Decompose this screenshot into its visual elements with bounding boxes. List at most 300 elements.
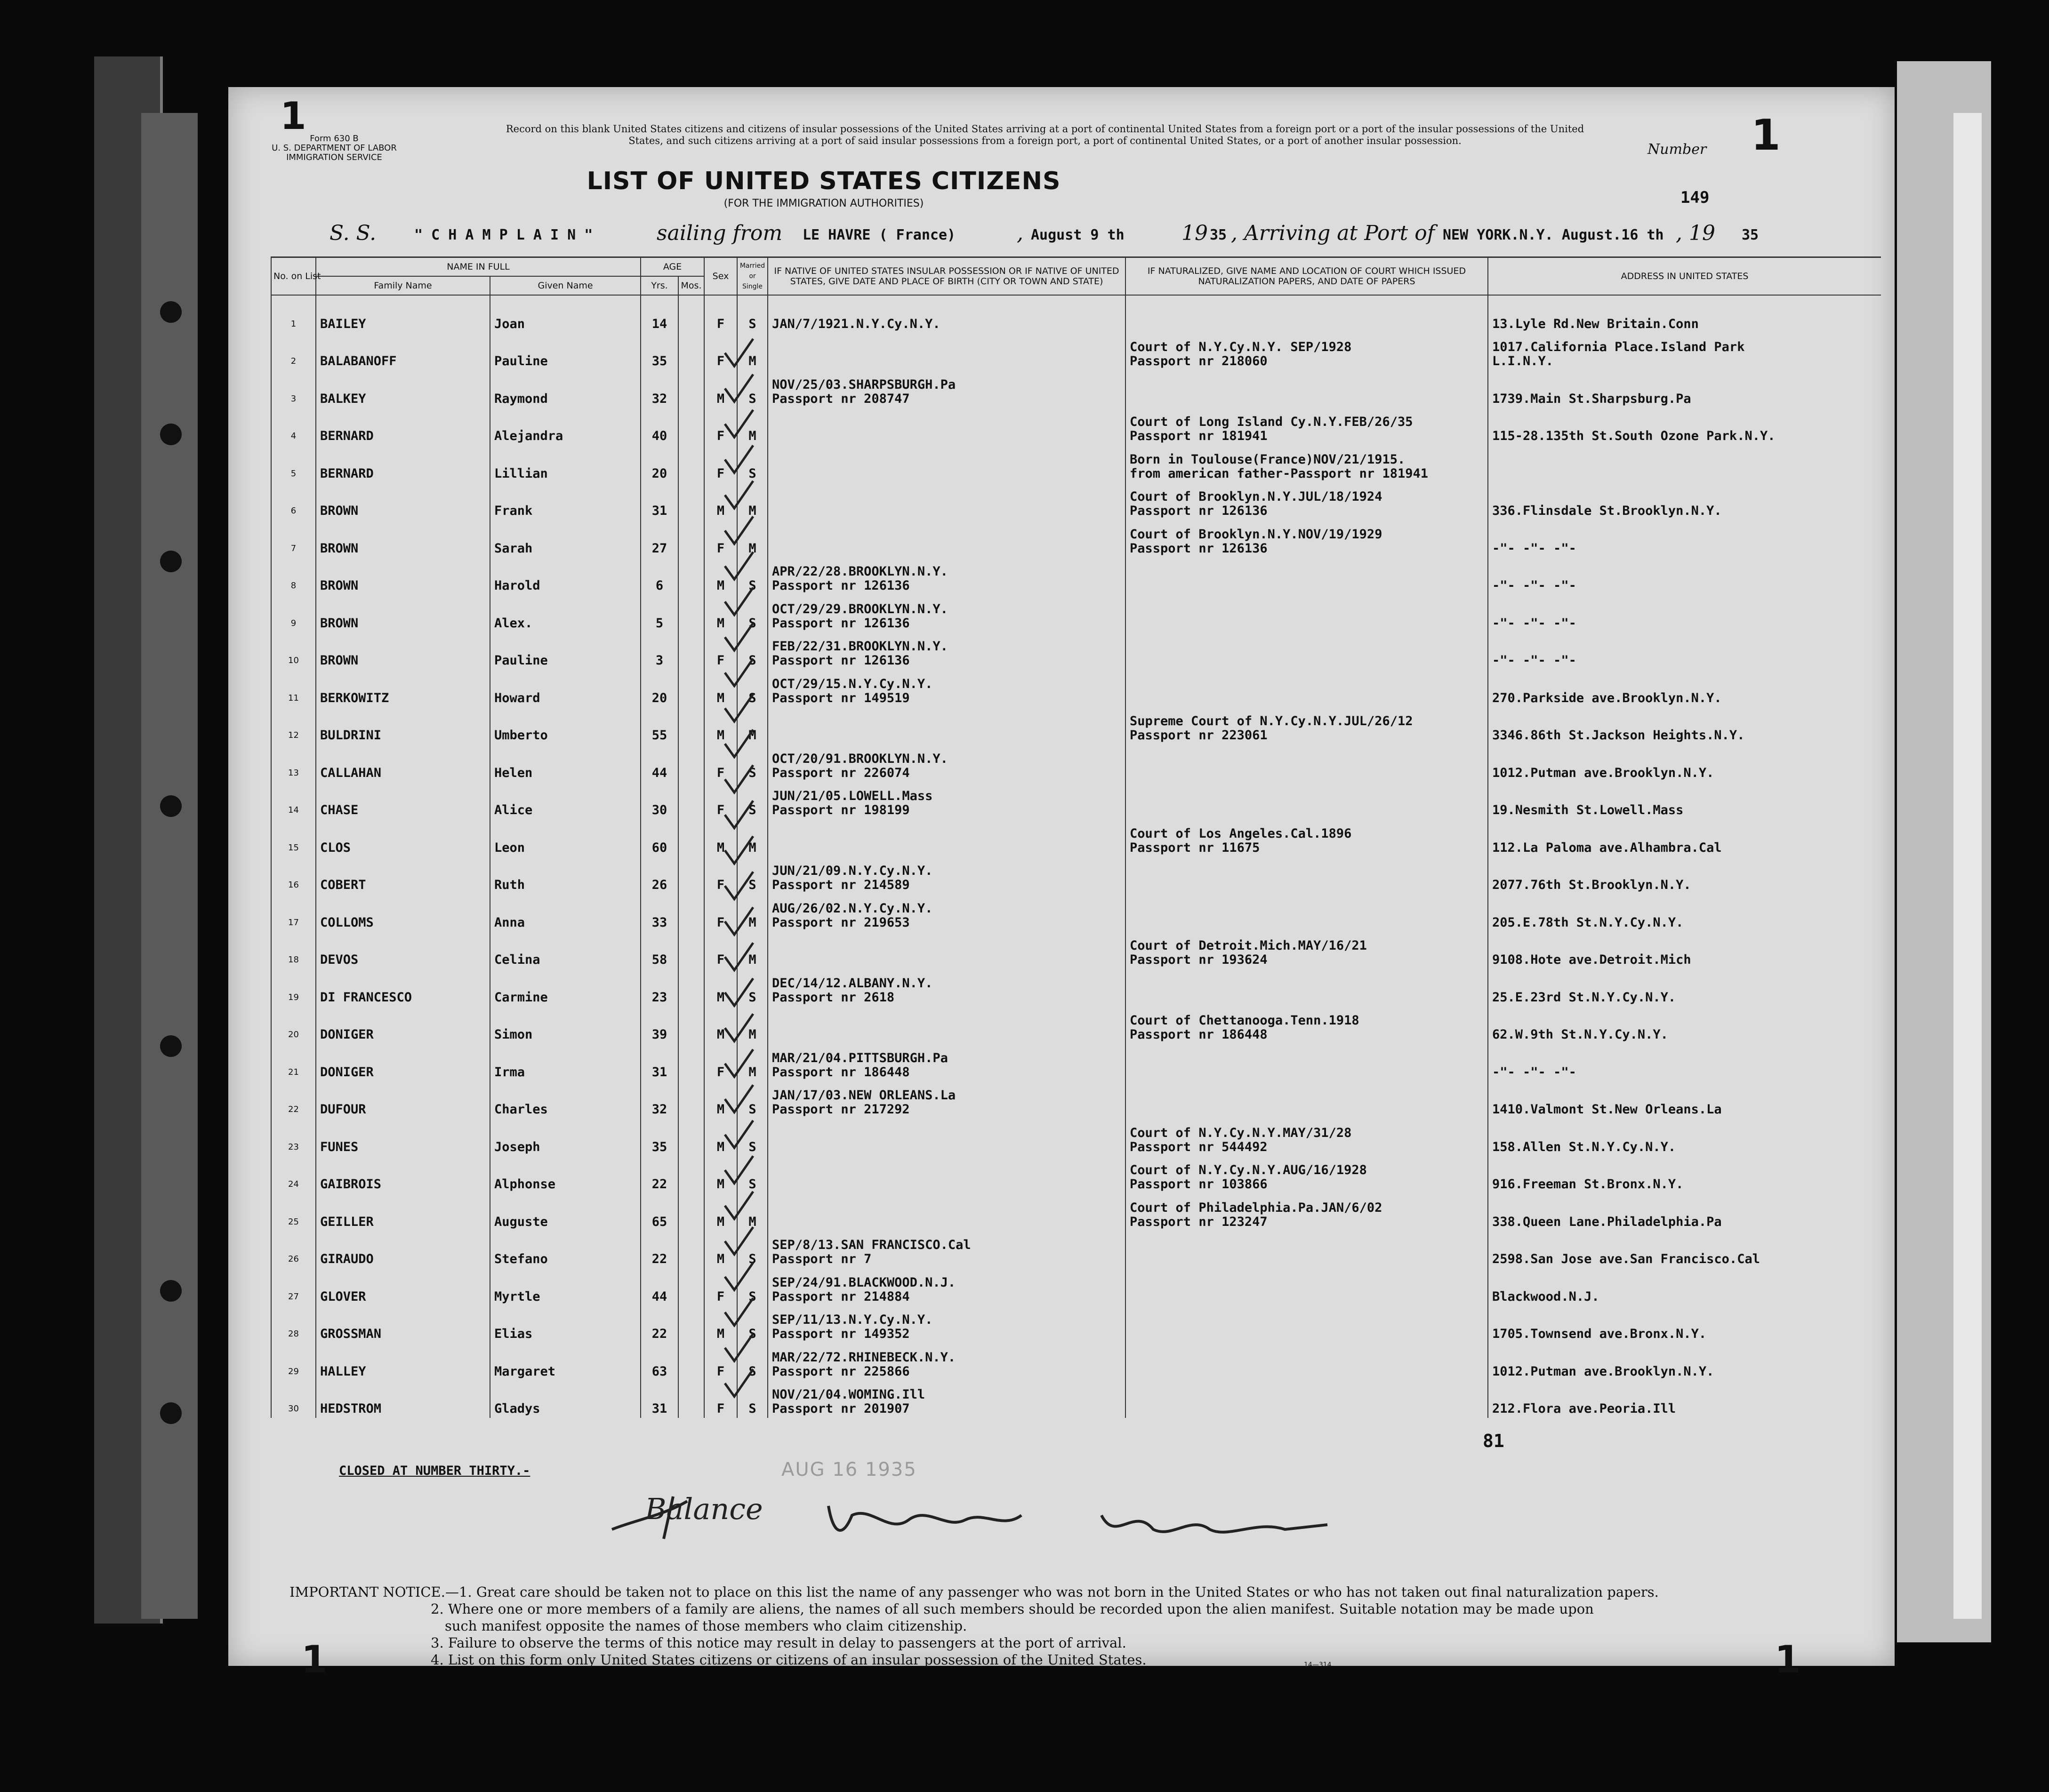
- sex: M: [716, 728, 725, 743]
- naturalization-info-line2: Passport nr 11675: [1130, 840, 1260, 855]
- from-port: LE HAVRE ( France): [803, 227, 956, 243]
- family-name-cell: [316, 1044, 490, 1081]
- marital-status: S: [748, 316, 756, 331]
- naturalization-info-line2: Passport nr 126136: [1130, 541, 1268, 556]
- address-cell: [1488, 819, 1881, 857]
- row-number: 8: [290, 581, 297, 591]
- family-name: GEILLER: [320, 1214, 374, 1229]
- marital-status: M: [748, 1027, 756, 1042]
- row-number-cell: [271, 333, 316, 371]
- birth-info-line2: Passport nr 126136: [772, 578, 910, 593]
- naturalization-info-line2: Passport nr 126136: [1130, 504, 1268, 518]
- age-years-cell: [641, 483, 678, 520]
- age-years: 22: [651, 1177, 667, 1192]
- page-stamp: 149: [1680, 188, 1710, 207]
- family-name: DONIGER: [320, 1064, 374, 1080]
- row-number: 18: [288, 955, 299, 965]
- birth-info-cell: [768, 445, 1125, 483]
- arrival-year-prefix: 19: [1688, 221, 1715, 245]
- marital-status: S: [748, 653, 756, 668]
- naturalization-info-cell: [1125, 894, 1488, 932]
- given-name-cell: [490, 857, 641, 895]
- row-number: 4: [290, 431, 297, 441]
- punch-hole: [160, 1035, 182, 1057]
- given-name-cell: [490, 445, 641, 483]
- marital-status: S: [748, 765, 756, 780]
- given-name: Charles: [494, 1102, 548, 1117]
- birth-info: JAN/17/03.NEW ORLEANS.La: [772, 1088, 956, 1103]
- naturalization-info: Court of N.Y.Cy.N.Y.AUG/16/1928: [1130, 1163, 1367, 1177]
- family-name: COBERT: [320, 878, 366, 892]
- address-cell: [1488, 1231, 1881, 1269]
- row-number: 24: [288, 1179, 299, 1189]
- depart-year: 35: [1210, 227, 1227, 243]
- address: 1012.Putman ave.Brooklyn.N.Y.: [1492, 765, 1714, 780]
- age-months-cell: [678, 1119, 704, 1156]
- table-row: [271, 1231, 1881, 1269]
- row-number: 16: [288, 880, 299, 890]
- given-name-cell: [490, 707, 641, 745]
- row-number: 3: [290, 393, 297, 404]
- age-years: 5: [655, 616, 664, 631]
- given-name-cell: [490, 670, 641, 707]
- age-years-cell: [641, 333, 678, 371]
- birth-info-cell: [768, 819, 1125, 857]
- row-number-cell: [271, 483, 316, 520]
- family-name-cell: [316, 670, 490, 707]
- address-cell: [1488, 670, 1881, 707]
- address-cell: [1488, 782, 1881, 820]
- marital-status: S: [748, 578, 756, 593]
- age-years-cell: [641, 1343, 678, 1381]
- age-months-cell: [678, 295, 704, 333]
- row-number: 14: [288, 805, 299, 815]
- sex: F: [716, 316, 725, 331]
- naturalization-info-cell: [1125, 1343, 1488, 1381]
- birth-info: MAR/21/04.PITTSBURGH.Pa: [772, 1050, 948, 1065]
- address-cell: [1488, 1119, 1881, 1156]
- sailing-label: sailing from: [657, 221, 783, 245]
- header-family: Family Name: [316, 276, 490, 295]
- given-name: Harold: [494, 578, 540, 593]
- address-cell: [1488, 1268, 1881, 1306]
- birth-info-cell: [768, 1119, 1125, 1156]
- age-years: 32: [651, 1102, 667, 1117]
- table-row: [271, 1007, 1881, 1044]
- address: -"- -"- -"-: [1492, 541, 1576, 556]
- sex: M: [716, 578, 725, 593]
- sex: M: [716, 1027, 725, 1042]
- row-number-cell: [271, 707, 316, 745]
- table-row: [271, 558, 1881, 595]
- family-name: CHASE: [320, 803, 359, 817]
- age-months-cell: [678, 558, 704, 595]
- family-name: CALLAHAN: [320, 765, 382, 780]
- sex: M: [716, 690, 725, 705]
- family-name-cell: [316, 333, 490, 371]
- marital-status: S: [748, 990, 756, 1005]
- row-number: 17: [288, 917, 299, 928]
- form-id: [257, 134, 412, 162]
- age-months-cell: [678, 1156, 704, 1194]
- naturalization-info-line2: Passport nr 103866: [1130, 1177, 1268, 1192]
- age-months-cell: [678, 1007, 704, 1044]
- header-naturalized: IF NATURALIZED, GIVE NAME AND LOCATION OF COURT WHICH ISSUED NATURALIZATION PAPERS, AND DATE OF PAPERS: [1125, 257, 1488, 296]
- age-months-cell: [678, 1306, 704, 1344]
- marital-status: M: [748, 429, 756, 443]
- birth-info: MAR/22/72.RHINEBECK.N.Y.: [772, 1350, 956, 1365]
- form-code: 14—314: [1304, 1661, 1332, 1669]
- marital-status: M: [748, 915, 756, 930]
- table-row: [271, 333, 1881, 371]
- naturalization-info: Court of Brooklyn.N.Y.JUL/18/1924: [1130, 489, 1382, 504]
- family-name-cell: [316, 969, 490, 1007]
- marital-status: M: [748, 541, 756, 556]
- age-years: 44: [651, 1289, 667, 1304]
- punch-hole: [160, 795, 182, 817]
- row-number-cell: [271, 782, 316, 820]
- naturalization-info-cell: [1125, 819, 1488, 857]
- row-number: 27: [288, 1291, 299, 1302]
- birth-info-cell: [768, 1381, 1125, 1418]
- age-years-cell: [641, 1081, 678, 1119]
- table-row: [271, 932, 1881, 969]
- sex: F: [716, 1364, 725, 1379]
- birth-info-cell: [768, 1343, 1125, 1381]
- age-years: 31: [651, 1401, 667, 1416]
- age-years: 26: [651, 878, 667, 892]
- birth-info-cell: [768, 782, 1125, 820]
- address-cell: [1488, 558, 1881, 595]
- naturalization-info-cell: [1125, 1381, 1488, 1418]
- manifest-table: [271, 256, 1881, 1418]
- family-name: DUFOUR: [320, 1102, 366, 1117]
- address-cell: [1488, 408, 1881, 446]
- age-years: 23: [651, 990, 667, 1005]
- row-number-cell: [271, 1044, 316, 1081]
- address: 1739.Main St.Sharpsburg.Pa: [1492, 391, 1691, 406]
- birth-info: SEP/8/13.SAN FRANCISCO.Cal: [772, 1238, 971, 1252]
- checkmark: [725, 907, 753, 935]
- checkmark: [725, 1156, 753, 1184]
- age-months-cell: [678, 1381, 704, 1418]
- corner-number-left: 1: [301, 1638, 328, 1681]
- given-name-cell: [490, 1193, 641, 1231]
- row-number-cell: [271, 370, 316, 408]
- birth-info-cell: [768, 969, 1125, 1007]
- age-months-cell: [678, 1231, 704, 1269]
- naturalization-info-cell: [1125, 969, 1488, 1007]
- age-years: 14: [651, 316, 667, 331]
- address: 13.Lyle Rd.New Britain.Conn: [1492, 316, 1699, 331]
- address: -"- -"- -"-: [1492, 616, 1576, 631]
- family-name: DEVOS: [320, 952, 359, 967]
- birth-info-line2: Passport nr 198199: [772, 803, 910, 817]
- age-years-cell: [641, 670, 678, 707]
- age-months-cell: [678, 1044, 704, 1081]
- given-name: Sarah: [494, 541, 533, 556]
- age-months-cell: [678, 333, 704, 371]
- naturalization-info-cell: [1125, 483, 1488, 520]
- birth-info-cell: [768, 595, 1125, 632]
- address: 19.Nesmith St.Lowell.Mass: [1492, 803, 1684, 817]
- birth-info-cell: [768, 744, 1125, 782]
- row-number: 21: [288, 1067, 299, 1077]
- birth-info-line2: Passport nr 149352: [772, 1327, 910, 1341]
- age-years: 20: [651, 690, 667, 705]
- birth-info-cell: [768, 483, 1125, 520]
- table-row: [271, 969, 1881, 1007]
- sex: M: [716, 990, 725, 1005]
- age-years-cell: [641, 1193, 678, 1231]
- age-years-cell: [641, 595, 678, 632]
- checkmark: [725, 481, 753, 508]
- family-name-cell: [316, 295, 490, 333]
- family-name-cell: [316, 894, 490, 932]
- page-title: LIST OF UNITED STATES CITIZENS: [587, 167, 1061, 195]
- table-row: [271, 408, 1881, 446]
- age-years: 31: [651, 504, 667, 518]
- birth-info-line2: Passport nr 217292: [772, 1102, 910, 1117]
- birth-info: JUN/21/05.LOWELL.Mass: [772, 789, 933, 803]
- sex: M: [716, 1327, 725, 1341]
- family-name-cell: [316, 1231, 490, 1269]
- tally-checkmarks: [715, 339, 781, 1468]
- age-years-cell: [641, 1156, 678, 1194]
- sex: M: [716, 1139, 725, 1154]
- sex: F: [716, 1401, 725, 1416]
- naturalization-info: Court of Detroit.Mich.MAY/16/21: [1130, 938, 1367, 953]
- punch-hole: [160, 301, 182, 323]
- checkmark-group: [725, 339, 753, 1397]
- naturalization-info: Court of N.Y.Cy.N.Y. SEP/1928: [1130, 340, 1352, 354]
- checkmark: [725, 1085, 753, 1112]
- sex: M: [716, 616, 725, 631]
- birth-info-cell: [768, 370, 1125, 408]
- sex: F: [716, 765, 725, 780]
- given-name-cell: [490, 483, 641, 520]
- row-number-cell: [271, 857, 316, 895]
- address-cell: [1488, 483, 1881, 520]
- punch-hole: [160, 424, 182, 445]
- naturalization-info-cell: [1125, 370, 1488, 408]
- given-name-cell: [490, 370, 641, 408]
- age-years: 44: [651, 765, 667, 780]
- row-number: 23: [288, 1142, 299, 1152]
- number-value: 1: [1751, 111, 1781, 160]
- birth-info-cell: [768, 894, 1125, 932]
- birth-info-line2: Passport nr 219653: [772, 915, 910, 930]
- row-number: 9: [290, 618, 297, 628]
- checkmark: [725, 339, 753, 366]
- table-row: [271, 744, 1881, 782]
- address: -"- -"- -"-: [1492, 578, 1576, 593]
- marital-status: S: [748, 1177, 756, 1192]
- age-years: 35: [651, 1139, 667, 1154]
- naturalization-info: Court of Philadelphia.Pa.JAN/6/02: [1130, 1200, 1382, 1215]
- given-name-cell: [490, 1306, 641, 1344]
- naturalization-info-cell: [1125, 1044, 1488, 1081]
- naturalization-info-line2: Passport nr 544492: [1130, 1139, 1268, 1154]
- address: 212.Flora ave.Peoria.Ill: [1492, 1401, 1676, 1416]
- age-months-cell: [678, 707, 704, 745]
- age-months-cell: [678, 932, 704, 969]
- age-years-cell: [641, 1381, 678, 1418]
- age-years: 65: [651, 1214, 667, 1229]
- marital-status: S: [748, 1364, 756, 1379]
- family-name-cell: [316, 558, 490, 595]
- family-name-cell: [316, 370, 490, 408]
- birth-info-line2: Passport nr 214884: [772, 1289, 910, 1304]
- age-years: 63: [651, 1364, 667, 1379]
- given-name-cell: [490, 632, 641, 670]
- handwritten-annotation: Balance: [645, 1492, 763, 1526]
- naturalization-info: Born in Toulouse(France)NOV/21/1915.: [1130, 452, 1406, 467]
- family-name: GROSSMAN: [320, 1327, 382, 1341]
- number-label: Number: [1647, 141, 1707, 158]
- birth-info-line2: Passport nr 126136: [772, 653, 910, 668]
- family-name-cell: [316, 1156, 490, 1194]
- checkmark: [725, 1049, 753, 1077]
- checkmark: [725, 1120, 753, 1148]
- arrival-year: 35: [1742, 227, 1759, 243]
- given-name: Simon: [494, 1027, 533, 1042]
- table-row: [271, 295, 1881, 333]
- service-name: IMMIGRATION SERVICE: [286, 152, 382, 162]
- family-name-cell: [316, 632, 490, 670]
- family-name-cell: [316, 408, 490, 446]
- given-name: Gladys: [494, 1401, 540, 1416]
- table-row: [271, 782, 1881, 820]
- naturalization-info-line2: Passport nr 181941: [1130, 429, 1268, 443]
- naturalization-info-line2: Passport nr 223061: [1130, 728, 1268, 743]
- age-years: 3: [655, 653, 664, 668]
- given-name: Ruth: [494, 878, 525, 892]
- naturalization-info-cell: [1125, 558, 1488, 595]
- address: 1705.Townsend ave.Bronx.N.Y.: [1492, 1327, 1707, 1341]
- birth-info: SEP/11/13.N.Y.Cy.N.Y.: [772, 1312, 933, 1327]
- header-native: IF NATIVE OF UNITED STATES INSULAR POSSESSION OR IF NATIVE OF UNITED STATES, GIVE DATE AND PLACE OF BIRTH (CITY OR TOWN AND STATE): [768, 257, 1125, 296]
- address: 2077.76th St.Brooklyn.N.Y.: [1492, 878, 1691, 892]
- marital-status: S: [748, 1289, 756, 1304]
- age-months-cell: [678, 670, 704, 707]
- given-name: Raymond: [494, 391, 548, 406]
- naturalization-info-cell: [1125, 333, 1488, 371]
- checkmark: [725, 978, 753, 1006]
- address-cell: [1488, 520, 1881, 558]
- given-name: Pauline: [494, 653, 548, 668]
- given-name: Irma: [494, 1064, 525, 1080]
- marital-status: M: [748, 354, 756, 368]
- checkmark: [725, 943, 753, 970]
- birth-info-cell: [768, 520, 1125, 558]
- age-years-cell: [641, 894, 678, 932]
- birth-info: JUN/21/09.N.Y.Cy.N.Y.: [772, 864, 933, 878]
- header-address: ADDRESS IN UNITED STATES: [1488, 257, 1881, 296]
- given-name-cell: [490, 558, 641, 595]
- age-months-cell: [678, 483, 704, 520]
- address: 9108.Hote ave.Detroit.Mich: [1492, 952, 1691, 967]
- family-name: BROWN: [320, 578, 359, 593]
- checkmark: [725, 375, 753, 402]
- notice-2: 2. Where one or more members of a family are aliens, the names of all such members should be recorded upon the alien manifest. Suitable notation may be made upon: [431, 1601, 1594, 1617]
- row-number: 11: [288, 693, 299, 703]
- family-name: COLLOMS: [320, 915, 374, 930]
- naturalization-info-line2: Passport nr 218060: [1130, 354, 1268, 368]
- row-number-cell: [271, 632, 316, 670]
- address: 1410.Valmont St.New Orleans.La: [1492, 1102, 1722, 1117]
- given-name-cell: [490, 595, 641, 632]
- family-name-cell: [316, 520, 490, 558]
- birth-info-cell: [768, 558, 1125, 595]
- birth-info-cell: [768, 1268, 1125, 1306]
- checkmark: [725, 1263, 753, 1290]
- naturalization-info-cell: [1125, 408, 1488, 446]
- naturalization-info: Court of Los Angeles.Cal.1896: [1130, 826, 1352, 841]
- page-edge-highlight: [1953, 113, 1982, 1619]
- naturalization-info-cell: [1125, 1193, 1488, 1231]
- punch-hole: [160, 551, 182, 572]
- marital-status: S: [748, 1252, 756, 1266]
- table-row: [271, 1193, 1881, 1231]
- naturalization-info: Supreme Court of N.Y.Cy.N.Y.JUL/26/12: [1130, 714, 1413, 728]
- given-name-cell: [490, 969, 641, 1007]
- given-name: Alejandra: [494, 429, 563, 443]
- sex: M: [716, 1177, 725, 1192]
- birth-info-cell: [768, 1007, 1125, 1044]
- marital-status-cell: [737, 295, 768, 333]
- punch-hole: [160, 1280, 182, 1302]
- address-cell: [1488, 744, 1881, 782]
- table-header: [271, 257, 1881, 296]
- address-cell: [1488, 969, 1881, 1007]
- age-years-cell: [641, 370, 678, 408]
- checkmark: [725, 872, 753, 899]
- age-years-cell: [641, 558, 678, 595]
- address: 25.E.23rd St.N.Y.Cy.N.Y.: [1492, 990, 1676, 1005]
- checkmark: [725, 446, 753, 473]
- address-cell: [1488, 857, 1881, 895]
- age-years-cell: [641, 520, 678, 558]
- address-line2: L.I.N.Y.: [1492, 354, 1554, 368]
- row-number: 28: [288, 1329, 299, 1339]
- given-name-cell: [490, 1044, 641, 1081]
- age-years-cell: [641, 632, 678, 670]
- age-years-cell: [641, 1306, 678, 1344]
- family-name-cell: [316, 782, 490, 820]
- given-name: Carmine: [494, 990, 548, 1005]
- sex-cell: [704, 295, 737, 333]
- family-name: FUNES: [320, 1139, 359, 1154]
- row-number-cell: [271, 1381, 316, 1418]
- naturalization-info-line2: Passport nr 193624: [1130, 952, 1268, 967]
- marital-status: S: [748, 878, 756, 892]
- address: 916.Freeman St.Bronx.N.Y.: [1492, 1177, 1684, 1192]
- given-name: Joseph: [494, 1139, 540, 1154]
- address-cell: [1488, 1044, 1881, 1081]
- row-number-cell: [271, 520, 316, 558]
- birth-info: AUG/26/02.N.Y.Cy.N.Y.: [772, 901, 933, 916]
- birth-info-line2: Passport nr 226074: [772, 765, 910, 780]
- checkmark: [725, 836, 753, 864]
- table-row: [271, 1119, 1881, 1156]
- age-months-cell: [678, 408, 704, 446]
- age-years-cell: [641, 1119, 678, 1156]
- depart-year-prefix: 19: [1181, 221, 1208, 245]
- row-number: 5: [290, 468, 297, 479]
- given-name: Pauline: [494, 354, 548, 368]
- ship-name: " C H A M P L A I N ": [414, 227, 593, 243]
